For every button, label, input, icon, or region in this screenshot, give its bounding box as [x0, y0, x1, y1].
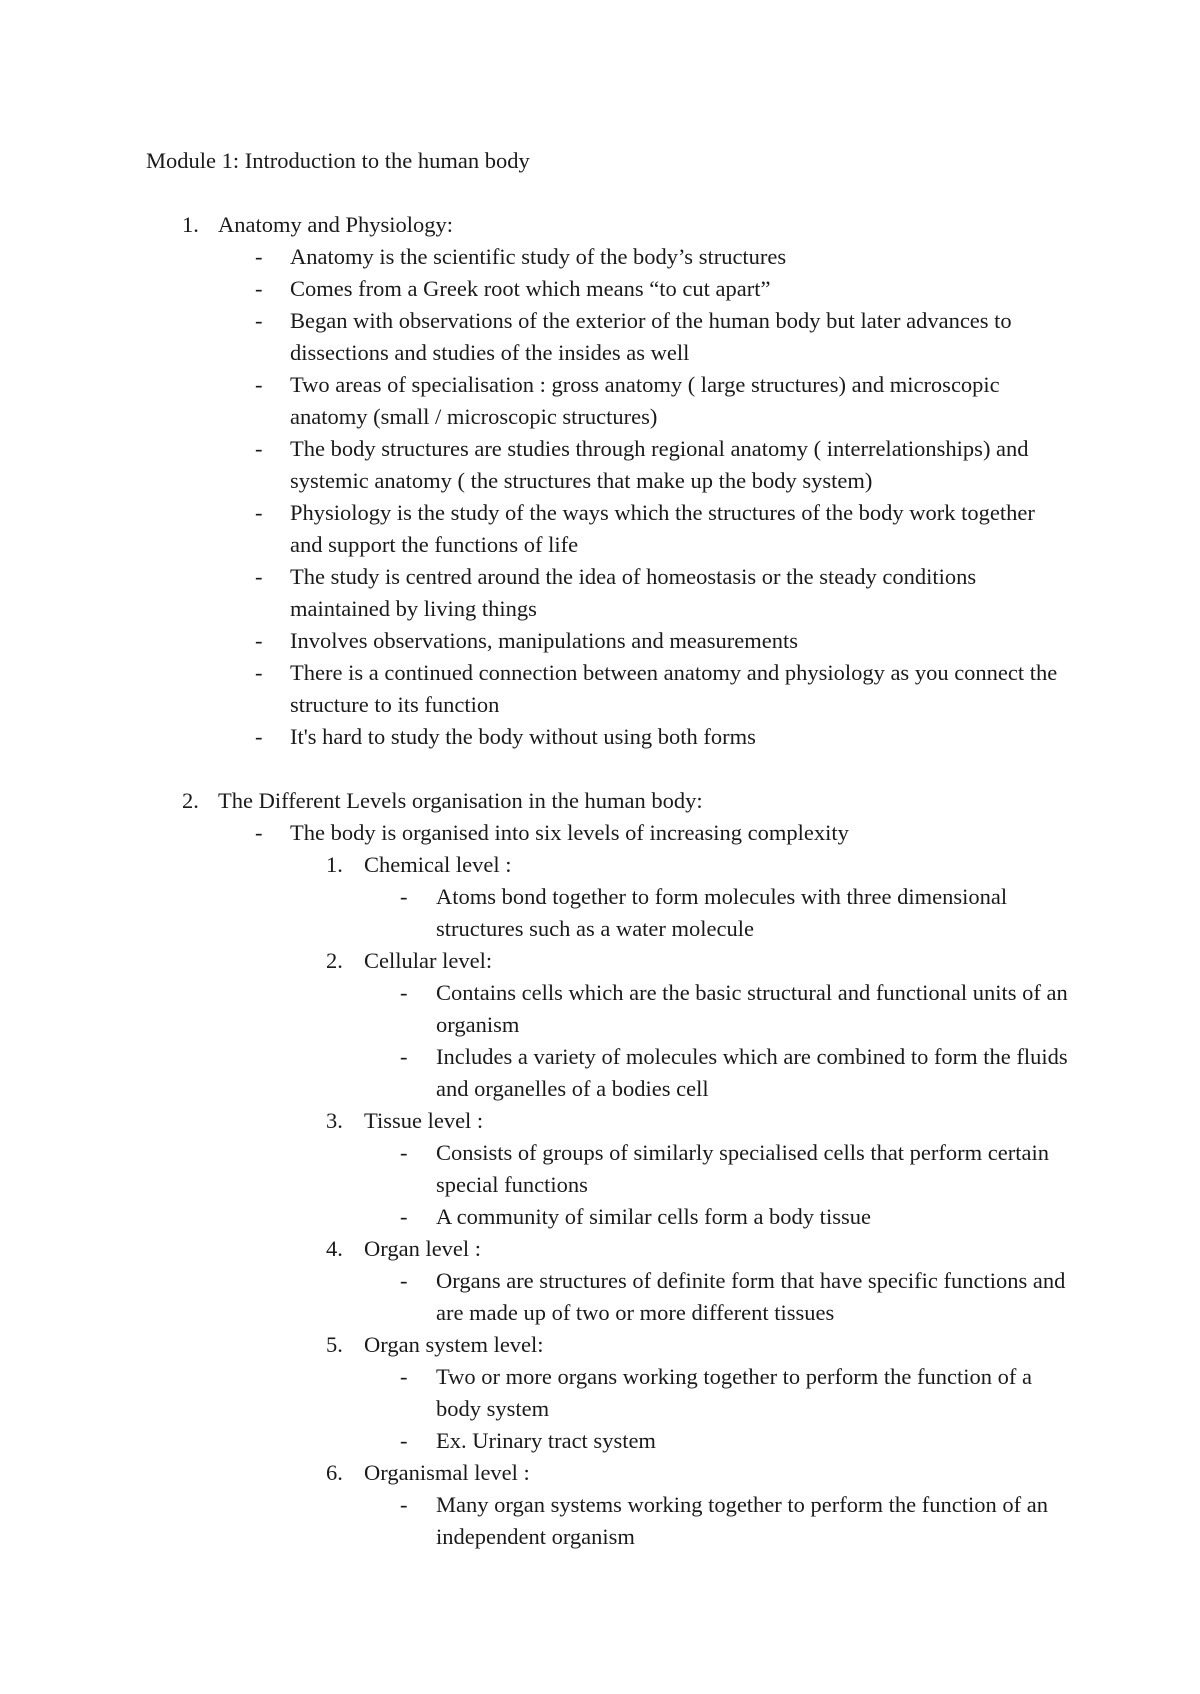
- list-item: [0, 1041, 1200, 1105]
- section-heading-label: The Different Levels organisation in the human body:: [218, 788, 703, 813]
- list-item: [0, 625, 1200, 657]
- level-number: 5.: [326, 1332, 343, 1357]
- level-organismal: [0, 1457, 1200, 1553]
- level-heading: [0, 1105, 1200, 1137]
- level-heading: [0, 1233, 1200, 1265]
- dash-bullet-icon: -: [400, 980, 408, 1005]
- section-anatomy-physiology: [0, 209, 1200, 753]
- level-number: 6.: [326, 1460, 343, 1485]
- list-item-text: It's hard to study the body without using both forms: [290, 724, 756, 749]
- dash-bullet-icon: -: [400, 1268, 408, 1293]
- list-item: [0, 817, 1200, 849]
- section-number: 2.: [182, 788, 199, 813]
- level-number: 3.: [326, 1108, 343, 1133]
- list-item-text: Organs are structures of definite form that have specific functions and are made up of two or more different tissues: [436, 1268, 1066, 1325]
- section-heading: [0, 785, 1200, 817]
- level-label: Chemical level :: [364, 852, 512, 877]
- dash-bullet-icon: -: [255, 500, 263, 525]
- dash-bullet-icon: -: [255, 564, 263, 589]
- list-item: [0, 1265, 1200, 1329]
- bullet-list: [0, 977, 1200, 1105]
- level-number: 2.: [326, 948, 343, 973]
- list-item: [0, 561, 1200, 625]
- level-heading: [0, 1329, 1200, 1361]
- list-item-text: A community of similar cells form a body tissue: [436, 1204, 871, 1229]
- list-item: [0, 273, 1200, 305]
- intro-list: [0, 817, 1200, 849]
- list-item-text: Began with observations of the exterior of the human body but later advances to dissections and studies of the insides as well: [290, 308, 1012, 365]
- list-item: [0, 881, 1200, 945]
- list-item: [0, 977, 1200, 1041]
- dash-bullet-icon: -: [255, 244, 263, 269]
- list-item-text: The body structures are studies through regional anatomy ( interrelationships) and systemic anatomy ( the structures that make up the body system): [290, 436, 1029, 493]
- level-label: Cellular level:: [364, 948, 493, 973]
- level-organ: [0, 1233, 1200, 1329]
- list-item-text: Atoms bond together to form molecules with three dimensional structures such as a water molecule: [436, 884, 1008, 941]
- level-label: Organ system level:: [364, 1332, 544, 1357]
- section-heading: [0, 209, 1200, 241]
- list-item: [0, 305, 1200, 369]
- dash-bullet-icon: -: [400, 1428, 408, 1453]
- bullet-list: [0, 1265, 1200, 1329]
- list-item-text: Anatomy is the scientific study of the body’s structures: [290, 244, 787, 269]
- list-item: [0, 1137, 1200, 1201]
- list-item: [0, 657, 1200, 721]
- bullet-list: [0, 241, 1200, 753]
- bullet-list: [0, 881, 1200, 945]
- dash-bullet-icon: -: [255, 820, 263, 845]
- list-item-text: There is a continued connection between anatomy and physiology as you connect the structure to its function: [290, 660, 1058, 717]
- level-chemical: [0, 849, 1200, 945]
- list-item: [0, 1489, 1200, 1553]
- dash-bullet-icon: -: [400, 1492, 408, 1517]
- list-item: [0, 369, 1200, 433]
- list-item: [0, 721, 1200, 753]
- list-item-text: The study is centred around the idea of homeostasis or the steady conditions maintained by living things: [290, 564, 977, 621]
- level-number: 4.: [326, 1236, 343, 1261]
- level-tissue: [0, 1105, 1200, 1233]
- list-item-text: Includes a variety of molecules which are combined to form the fluids and organelles of a bodies cell: [436, 1044, 1068, 1101]
- level-heading: [0, 1457, 1200, 1489]
- level-number: 1.: [326, 852, 343, 877]
- list-item-text: Two or more organs working together to perform the function of a body system: [436, 1364, 1032, 1421]
- document-title: Module 1: Introduction to the human body: [146, 148, 530, 173]
- dash-bullet-icon: -: [255, 628, 263, 653]
- list-item: [0, 241, 1200, 273]
- bullet-list: [0, 1137, 1200, 1233]
- list-item-text: Ex. Urinary tract system: [436, 1428, 656, 1453]
- bullet-list: [0, 1489, 1200, 1553]
- dash-bullet-icon: -: [255, 372, 263, 397]
- list-item: [0, 1361, 1200, 1425]
- dash-bullet-icon: -: [255, 308, 263, 333]
- level-label: Organ level :: [364, 1236, 482, 1261]
- dash-bullet-icon: -: [400, 1044, 408, 1069]
- list-item-text: Consists of groups of similarly specialised cells that perform certain special functions: [436, 1140, 1049, 1197]
- dash-bullet-icon: -: [255, 276, 263, 301]
- dash-bullet-icon: -: [400, 1364, 408, 1389]
- section-number: 1.: [182, 212, 199, 237]
- list-item-text: Two areas of specialisation : gross anatomy ( large structures) and microscopic anatomy (small / microscopic structures): [290, 372, 1000, 429]
- list-item-text: Physiology is the study of the ways which the structures of the body work together and support the functions of life: [290, 500, 1035, 557]
- list-item-text: Involves observations, manipulations and measurements: [290, 628, 799, 653]
- list-item: [0, 497, 1200, 561]
- level-label: Organismal level :: [364, 1460, 530, 1485]
- level-heading: [0, 945, 1200, 977]
- list-item-text: Contains cells which are the basic structural and functional units of an organism: [436, 980, 1068, 1037]
- bullet-list: [0, 1361, 1200, 1457]
- dash-bullet-icon: -: [400, 1140, 408, 1165]
- list-item-text: The body is organised into six levels of increasing complexity: [290, 820, 849, 845]
- dash-bullet-icon: -: [400, 1204, 408, 1229]
- list-item-text: Many organ systems working together to perform the function of an independent organism: [436, 1492, 1048, 1549]
- dash-bullet-icon: -: [255, 660, 263, 685]
- list-item: [0, 433, 1200, 497]
- level-heading: [0, 849, 1200, 881]
- list-item: [0, 1425, 1200, 1457]
- level-organ-system: [0, 1329, 1200, 1457]
- dash-bullet-icon: -: [255, 724, 263, 749]
- dash-bullet-icon: -: [400, 884, 408, 909]
- section-heading-label: Anatomy and Physiology:: [218, 212, 453, 237]
- level-label: Tissue level :: [364, 1108, 484, 1133]
- level-cellular: [0, 945, 1200, 1105]
- dash-bullet-icon: -: [255, 436, 263, 461]
- list-item-text: Comes from a Greek root which means “to cut apart”: [290, 276, 771, 301]
- list-item: [0, 1201, 1200, 1233]
- section-levels-of-organisation: [0, 785, 1200, 1553]
